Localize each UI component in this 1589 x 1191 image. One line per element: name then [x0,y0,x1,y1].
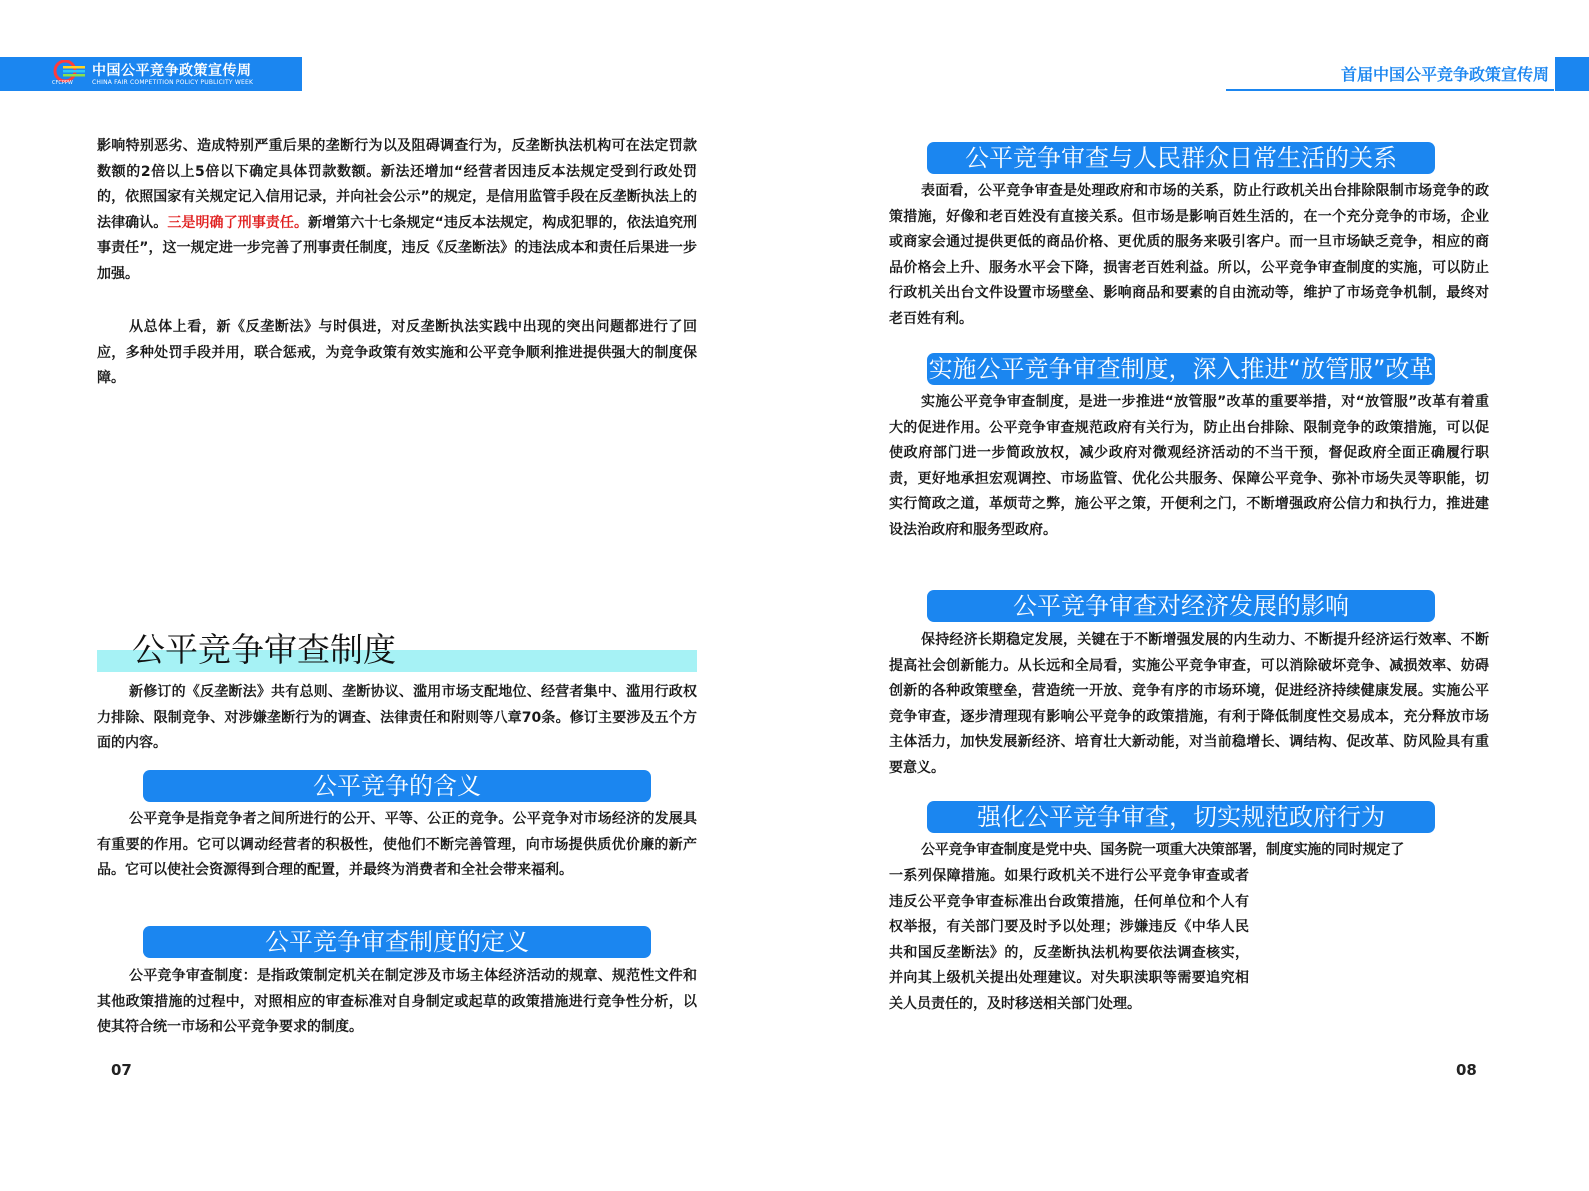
paragraph-reform: 实施公平竞争审查制度，是进一步推进“放管服”改革的重要举措，对“放管服”改革有着重大的促进作用。公平竞争审查规范政府有关行为，防止出台排除、限制竞争的政策措施，可以促使政府部门进一步简政放权，减少政府对微观经济活动的不当干预，督促政府全面正确履行职责，更好地承担宏观调控、市场监管、优化公共服务、保障公平竞争、弥补市场失灵等职能，切实行简政之道，革烦苛之弊，施公平之策，开便利之门，不断增强政府公信力和执行力，推进建设法治政府和服务型政府。 [889,394,1489,538]
heading-daily-life: 公平竞争审查与人民群众日常生活的关系 [927,142,1435,174]
page-number-right: 08 [1456,1061,1477,1079]
header-right-underline [1226,89,1554,91]
heading-economic-impact: 公平竞争审查对经济发展的影响 [927,590,1435,622]
logo-text: CFCPPW [52,80,73,86]
paragraph-daily-life: 表面看，公平竞争审查是处理政府和市场的关系，防止行政机关出台排除限制市场竞争的政策措施，好像和老百姓没有直接关系。但市场是影响百姓生活的，在一个充分竞争的市场，企业或商家会通过提供更低的商品价格、更优质的服务来吸引客户。而一旦市场缺乏竞争，相应的商品价格会上升、服务水平会下降，损害老百姓利益。所以，公平竞争审查制度的实施，可以防止行政机关出台文件设置市场壁垒、影响商品和要素的自由流动等，维护了市场竞争机制，最终对老百姓有利。 [889,183,1489,327]
header-right-title: 首届中国公平竞争政策宣传周 [1340,65,1549,84]
left-paragraph-2: 从总体上看，新《反垄断法》与时俱进，对反垄断执法实践中出现的突出问题都进行了回应，多种处罚手段并用，联合惩戒，为竞争政策有效实施和公平竞争顺利推进提供强大的制度保障。 [97,319,697,386]
heading-regulate-government: 强化公平竞争审查，切实规范政府行为 [927,801,1435,833]
paragraph-regulate-government: 一系列保障措施。如果行政机关不进行公平竞争审查或者违反公平竞争审查标准出台政策措施，任何单位和个人有权举报，有关部门要及时予以处理；涉嫌违反《中华人民共和国反垄断法》的，反垄断执法机构要依法调查核实，并向其上级机关提出处理建议。对失职渎职等需要追究相关人员责任的，及时移送相关部门处理。 [889,868,1249,1012]
paragraph-regulate-government-line1: 公平竞争审查制度是党中央、国务院一项重大决策部署，制度实施的同时规定了 [921,842,1404,858]
header-right-bar [1555,57,1589,91]
para1-text: 影响特别恶劣、造成特别严重后果的垄断行为以及阻碍调查行为，反垄断执法机构可在法定罚款数额的2倍以上5倍以下确定具体罚款数额。新法还增加“经营者因违反本法规定受到行政处罚的，依照国家有关规定记入信用记录，并向社会公示”的规定，是信用监管手段在反垄断执法上的法律确认。 [97,138,697,231]
paragraph-economic-impact: 保持经济长期稳定发展，关键在于不断增强发展的内生动力、不断提升经济运行效率、不断提高社会创新能力。从长远和全局看，实施公平竞争审查，可以消除破坏竞争、减损效率、妨碍创新的各种政策壁垒，营造统一开放、竞争有序的市场环境，促进经济持续健康发展。实施公平竞争审查，逐步清理现有影响公平竞争的政策措施，有利于降低制度性交易成本，充分释放市场主体活力，加快发展新经济、培育壮大新动能，对当前稳增长、调结构、促改革、防风险具有重要意义。 [889,632,1489,776]
section-intro: 新修订的《反垄断法》共有总则、垄断协议、滥用市场支配地位、经营者集中、滥用行政权力排除、限制竞争、对涉嫌垄断行为的调查、法律责任和附则等八章70条。修订主要涉及五个方面的内容。 [97,684,697,751]
heading-reform: 实施公平竞争审查制度，深入推进“放管服”改革 [928,355,1434,383]
paragraph-review-definition: 公平竞争审查制度：是指政策制定机关在制定涉及市场主体经济活动的规章、规范性文件和其他政策措施的过程中，对照相应的审查标准对自身制定或起草的政策措施进行竞争性分析，以使其符合统一市场和公平竞争要求的制度。 [97,968,697,1035]
para1-text-cont: 新增第六十七条规定“违反本法规定，构成犯罪的，依法追究刑事责任”，这一规定进一步完善了刑事责任制度，违反《反垄断法》的违法成本和责任后果进一步加强。 [97,214,698,282]
header-left-title: 中国公平竞争政策宣传周 [92,63,252,79]
para1-highlight: 三是明确了刑事责任。 [167,214,309,231]
section-title: 公平竞争审查制度 [132,630,396,669]
heading-review-definition: 公平竞争审查制度的定义 [143,926,651,958]
header-left-subtitle: CHINA FAIR COMPETITION POLICY PUBLICITY WEEK [92,79,254,86]
paragraph-fair-competition-meaning: 公平竞争是指竞争者之间所进行的公开、平等、公正的竞争。公平竞争对市场经济的发展具有重要的作用。它可以调动经营者的积极性，使他们不断完善管理，向市场提供质优价廉的新产品。它可以使社会资源得到合理的配置，并最终为消费者和全社会带来福利。 [97,811,697,878]
page-number-left: 07 [111,1061,132,1079]
heading-fair-competition-meaning: 公平竞争的含义 [143,770,651,802]
left-paragraph-1 [97,134,697,287]
